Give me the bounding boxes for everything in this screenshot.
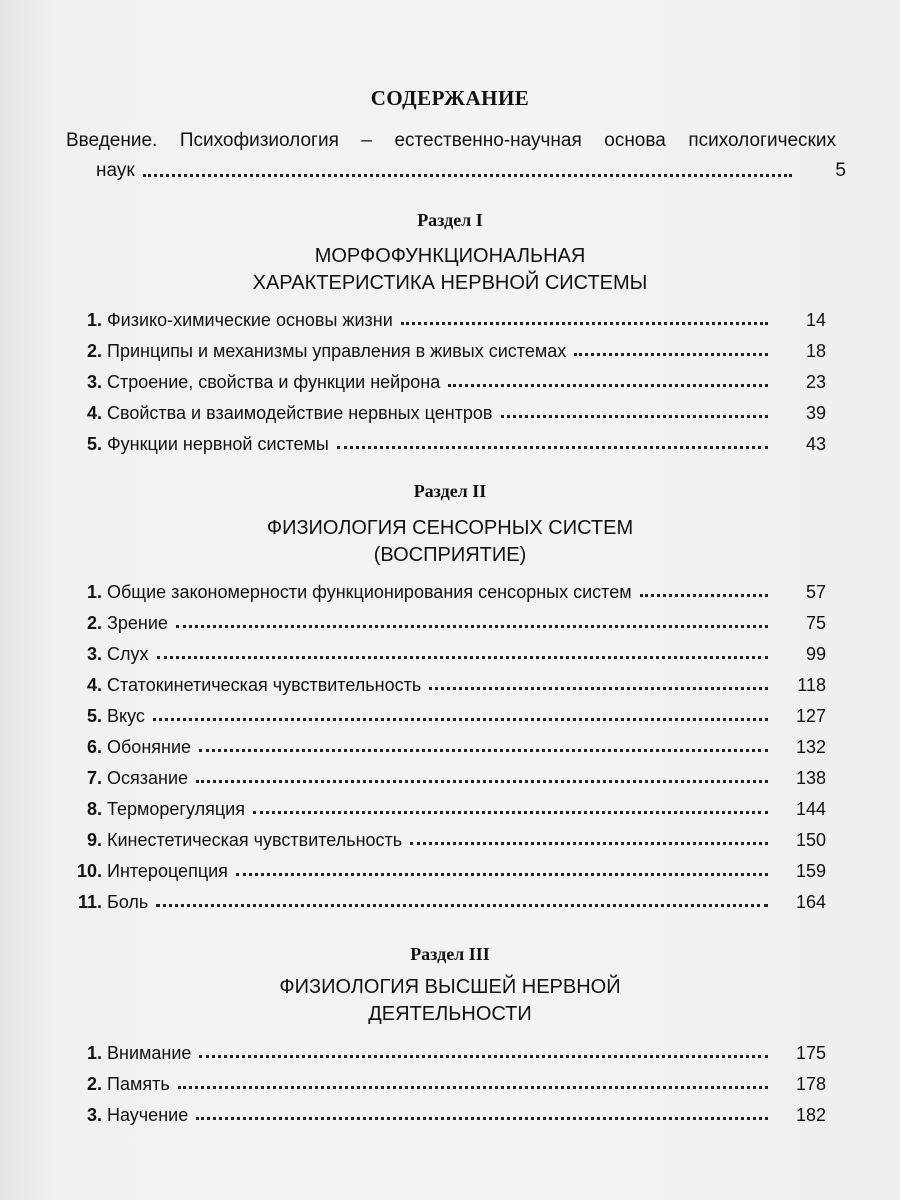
entry-page-number: 14	[805, 310, 826, 330]
entry-page-number: 144	[795, 799, 826, 819]
entry-number: 7.	[86, 768, 102, 788]
entry-title: Внимание	[107, 1043, 192, 1063]
dot-leader	[199, 749, 768, 752]
dot-leader	[196, 1117, 768, 1120]
intro-title-line2: наук	[96, 160, 135, 181]
section-title-line: МОРФОФУНКЦИОНАЛЬНАЯ	[314, 245, 586, 267]
toc-entry	[66, 603, 826, 634]
section-3-title	[0, 974, 900, 1028]
entry-page-number: 182	[795, 1105, 826, 1125]
entry-title: Строение, свойства и функции нейрона	[107, 372, 441, 392]
toc-entry	[66, 882, 826, 913]
entry-title: Осязание	[107, 768, 189, 788]
section-1-label: Раздел I	[417, 210, 483, 230]
entry-number: 2.	[86, 1074, 102, 1094]
section-2-title	[0, 515, 900, 569]
entry-page-number: 99	[805, 644, 826, 664]
dot-leader	[157, 656, 768, 659]
toc-entry	[66, 851, 826, 882]
toc-entry	[66, 331, 826, 362]
dot-leader	[410, 842, 768, 845]
toc-entry	[66, 820, 826, 851]
entry-title: Общие закономерности функционирования сенсорных систем	[107, 582, 632, 602]
dot-leader	[401, 322, 768, 325]
entry-title: Зрение	[107, 613, 168, 633]
entry-title: Вкус	[107, 706, 145, 726]
dot-leader	[429, 687, 768, 690]
entry-title: Обоняние	[107, 737, 192, 757]
dot-leader	[253, 811, 768, 814]
entry-title: Свойства и взаимодействие нервных центров	[107, 403, 493, 423]
entry-page-number: 178	[795, 1074, 826, 1094]
entry-number: 2.	[86, 341, 102, 361]
entry-page-number: 175	[795, 1043, 826, 1063]
entry-page-number: 43	[805, 434, 826, 454]
dot-leader	[199, 1055, 768, 1058]
intro-page-number: 5	[835, 160, 846, 181]
dot-leader	[153, 718, 768, 721]
dot-leader	[640, 594, 768, 597]
toc-entry	[66, 665, 826, 696]
toc-entry	[66, 362, 826, 393]
entry-page-number: 138	[795, 768, 826, 788]
entry-page-number: 127	[795, 706, 826, 726]
section-title-line: ФИЗИОЛОГИЯ СЕНСОРНЫХ СИСТЕМ	[266, 517, 634, 539]
section-title-line: ФИЗИОЛОГИЯ ВЫСШЕЙ НЕРВНОЙ	[279, 976, 621, 998]
section-title-line: ХАРАКТЕРИСТИКА НЕРВНОЙ СИСТЕМЫ	[252, 272, 648, 294]
entry-page-number: 164	[795, 892, 826, 912]
toc-entry	[66, 300, 826, 331]
section-2-toc	[66, 572, 826, 913]
entry-number: 4.	[86, 675, 102, 695]
entry-page-number: 150	[795, 830, 826, 850]
entry-page-number: 18	[805, 341, 826, 361]
entry-page-number: 75	[805, 613, 826, 633]
section-3-toc	[66, 1033, 826, 1126]
toc-entry	[66, 696, 826, 727]
entry-number: 2.	[86, 613, 102, 633]
dot-leader	[143, 174, 792, 177]
dot-leader	[574, 353, 768, 356]
section-2-label: Раздел II	[413, 481, 487, 501]
entry-number: 1.	[86, 1043, 102, 1063]
dot-leader	[196, 780, 768, 783]
entry-title: Слух	[107, 644, 149, 664]
entry-page-number: 39	[805, 403, 826, 423]
toc-entry	[66, 1064, 826, 1095]
entry-number: 3.	[86, 372, 102, 392]
entry-title: Функции нервной системы	[107, 434, 329, 454]
intro-title-line1: Введение. Психофизиология – естественно-научная основа психологических	[66, 130, 836, 151]
dot-leader	[448, 384, 768, 387]
dot-leader	[337, 446, 768, 449]
toc-intro-entry	[66, 130, 846, 182]
toc-entry	[66, 1033, 826, 1064]
entry-page-number: 57	[805, 582, 826, 602]
toc-entry	[66, 727, 826, 758]
toc-entry	[66, 758, 826, 789]
section-title-line: (ВОСПРИЯТИЕ)	[373, 544, 527, 566]
entry-number: 9.	[86, 830, 102, 850]
section-3-label: Раздел III	[410, 944, 490, 964]
dot-leader	[501, 415, 769, 418]
dot-leader	[178, 1086, 768, 1089]
page-title: СОДЕРЖАНИЕ	[370, 86, 530, 110]
dot-leader	[176, 625, 768, 628]
entry-title: Научение	[107, 1105, 189, 1125]
entry-page-number: 159	[795, 861, 826, 881]
dot-leader	[156, 904, 768, 907]
entry-page-number: 132	[795, 737, 826, 757]
entry-number: 6.	[86, 737, 102, 757]
entry-title: Кинестетическая чувствительность	[107, 830, 403, 850]
entry-number: 4.	[86, 403, 102, 423]
entry-number: 5.	[86, 434, 102, 454]
dot-leader	[236, 873, 768, 876]
entry-number: 1.	[86, 582, 102, 602]
entry-page-number: 23	[805, 372, 826, 392]
toc-entry	[66, 572, 826, 603]
intro-title-line2-row	[96, 160, 846, 182]
toc-entry	[66, 1095, 826, 1126]
entry-title: Терморегуляция	[107, 799, 245, 819]
entry-title: Статокинетическая чувствительность	[107, 675, 422, 695]
entry-number: 11.	[77, 892, 102, 912]
section-1-toc	[66, 300, 826, 455]
toc-entry	[66, 424, 826, 455]
entry-title: Принципы и механизмы управления в живых системах	[107, 341, 567, 361]
entry-number: 8.	[86, 799, 102, 819]
entry-title: Интероцепция	[107, 861, 228, 881]
entry-title: Память	[107, 1074, 170, 1094]
section-1-title	[0, 243, 900, 297]
entry-number: 3.	[86, 1105, 102, 1125]
toc-entry	[66, 634, 826, 665]
toc-entry	[66, 789, 826, 820]
entry-page-number: 118	[797, 675, 826, 695]
entry-number: 5.	[86, 706, 102, 726]
section-title-line: ДЕЯТЕЛЬНОСТИ	[368, 1003, 532, 1025]
entry-number: 3.	[86, 644, 102, 664]
toc-entry	[66, 393, 826, 424]
entry-title: Физико-химические основы жизни	[107, 310, 393, 330]
entry-number: 1.	[86, 310, 102, 330]
entry-number: 10.	[76, 861, 102, 881]
entry-title: Боль	[107, 892, 149, 912]
